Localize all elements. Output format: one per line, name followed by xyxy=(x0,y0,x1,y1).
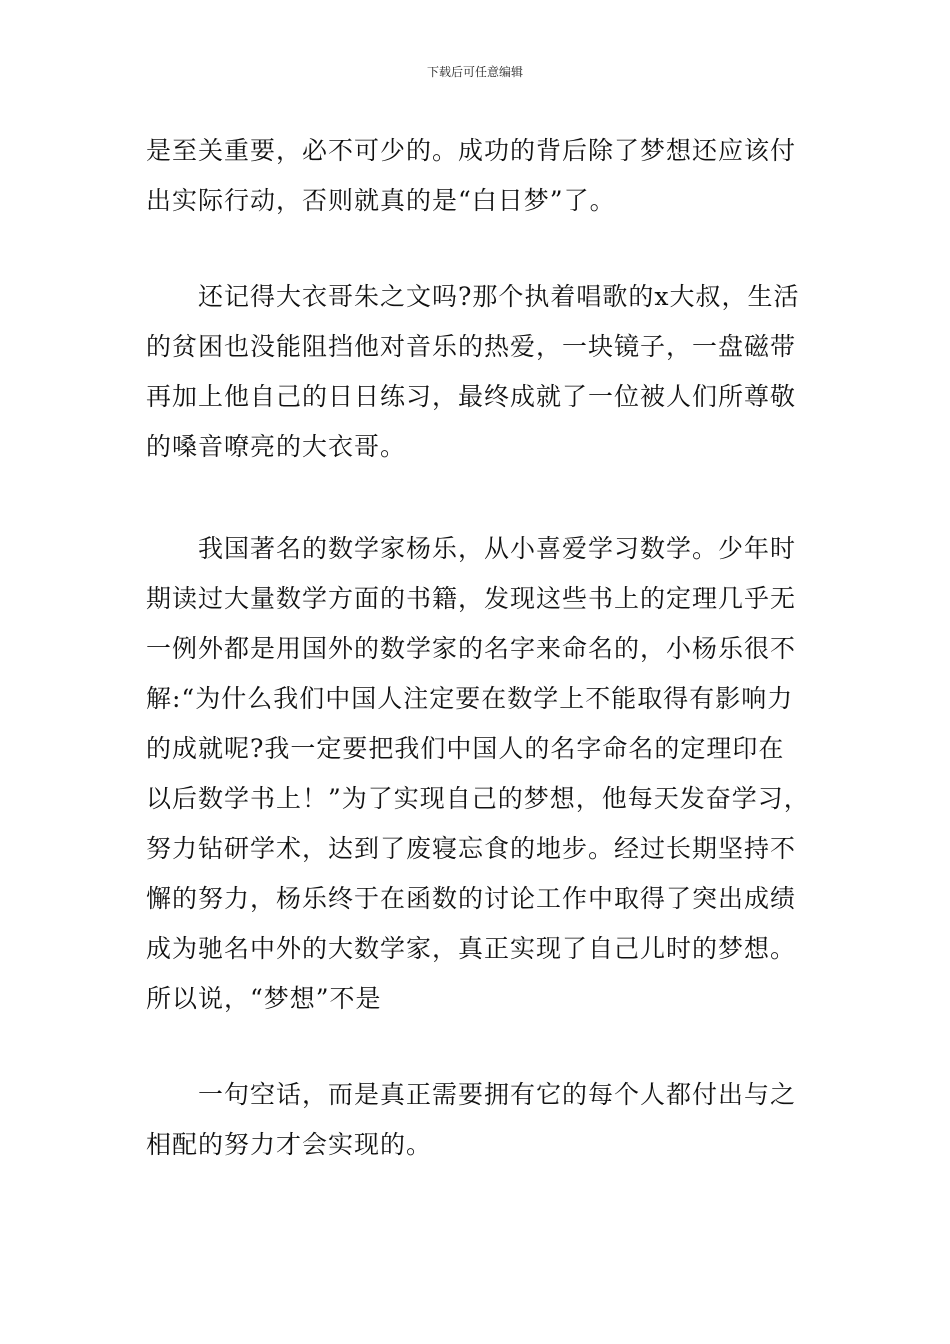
paragraph-dayige: 还记得大衣哥朱之文吗?那个执着唱歌的x大叔，生活的贫困也没能阻挡他对音乐的热爱，一块镜子，一盘磁带再加上他自己的日日练习，最终成就了一位被人们所尊敬的嗓音嘹亮的大衣哥。 xyxy=(146,282,800,461)
page-header: 下载后可任意编辑 xyxy=(426,65,523,79)
paragraph-conclusion: 一句空话，而是真正需要拥有它的每个人都付出与之相配的努力才会实现的。 xyxy=(146,1080,797,1159)
paragraph-continuation: 是至关重要，必不可少的。成功的背后除了梦想还应该付出实际行动，否则就真的是“白日梦”了。 xyxy=(146,136,797,215)
paragraph-yangle: 我国著名的数学家杨乐，从小喜爱学习数学。少年时期读过大量数学方面的书籍，发现这些书上的定理几乎无一例外都是用国外的数学家的名字来命名的，小杨乐很不解:“为什么我们中国人注定要在数学上不能取得有影响力的成就呢?我一定要把我们中国人的名字命名的定理印在以后数学书上！”为了实现自己的梦想，他每天发奋学习，努力钻研学术，达到了废寝忘食的地步。经过长期坚持不懈的努力，杨乐终于在函数的讨论工作中取得了突出成绩成为驰名中外的大数学家，真正实现了自己儿时的梦想。所以说，“梦想”不是 xyxy=(146,534,810,1013)
